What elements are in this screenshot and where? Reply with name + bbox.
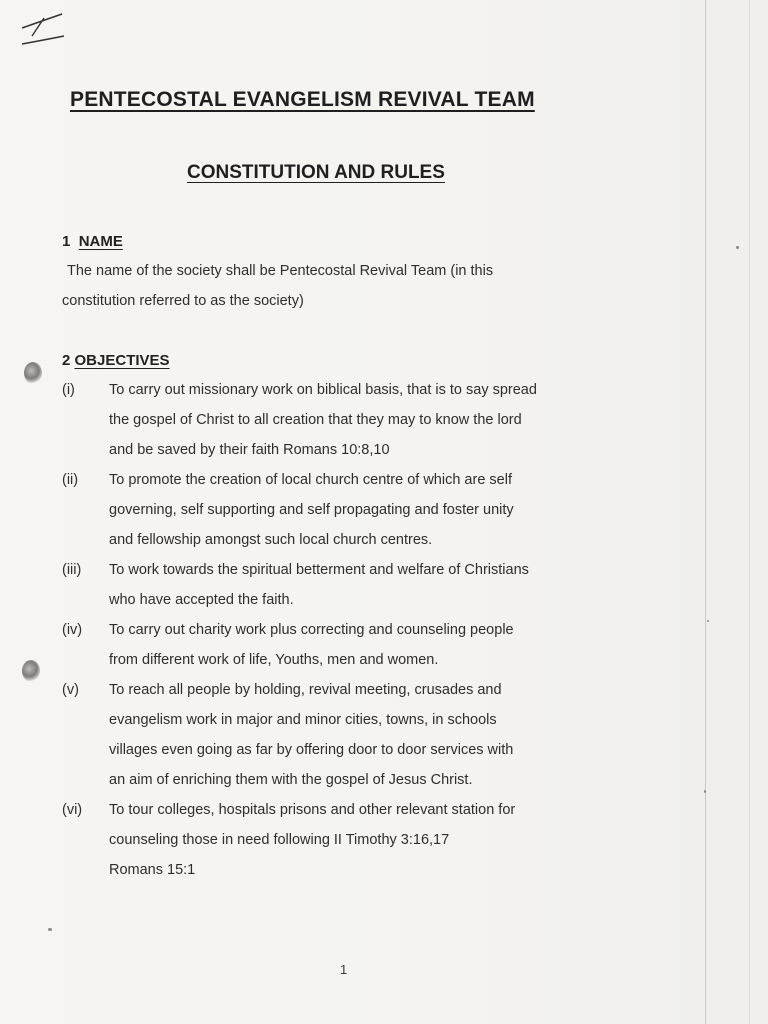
objective-number: (i) [62,382,75,398]
punch-hole-bottom [22,660,40,682]
section-name-title: NAME [78,233,123,250]
objective-line: from different work of life, Youths, men and women. [109,652,439,668]
objective-line: and fellowship amongst such local church centres. [109,532,433,548]
objective-line: the gospel of Christ to all creation that they may to know the lord [109,412,522,428]
objective-line: and be saved by their faith Romans 10:8,10 [109,442,390,458]
objective-line: counseling those in need following II Timothy 3:16,17 [109,832,450,848]
section-name-number: 1 [62,233,71,250]
objective-line: To promote the creation of local church centre of which are self [109,472,512,488]
objective-number: (ii) [62,472,79,488]
objective-line: To work towards the spiritual betterment and welfare of Christians [109,562,529,578]
page-number: 1 [340,962,348,977]
section-name-heading [62,233,123,250]
document-subtitle: CONSTITUTION AND RULES [187,162,445,183]
section-objectives-number: 2 [62,352,71,369]
objective-number: (v) [62,682,79,698]
objective-number: (iii) [62,562,82,578]
objective-number: (iv) [62,622,83,638]
objective-line: who have accepted the faith. [109,592,294,608]
objective-line: an aim of enriching them with the gospel of Jesus Christ. [109,772,473,788]
objective-line: To tour colleges, hospitals prisons and other relevant station for [109,802,516,818]
objective-line: To reach all people by holding, revival meeting, crusades and [109,682,502,698]
objective-line: To carry out charity work plus correcting and counseling people [109,622,514,638]
objective-line: evangelism work in major and minor cities, towns, in schools [109,712,497,728]
objective-line: villages even going as far by offering door to door services with [109,742,514,758]
punch-hole-top [24,362,42,384]
objective-line: governing, self supporting and self propagating and foster unity [109,502,514,518]
objective-line: To carry out missionary work on biblical basis, that is to say spread [109,382,537,398]
handwritten-mark [18,6,68,50]
section-name-line: The name of the society shall be Pentecostal Revival Team (in this [67,263,494,279]
section-objectives-title: OBJECTIVES [74,352,170,369]
document-title: PENTECOSTAL EVANGELISM REVIVAL TEAM [70,88,535,111]
page-edge [705,0,768,1024]
objective-line: Romans 15:1 [109,862,196,878]
objective-number: (vi) [62,802,83,818]
section-name-line: constitution referred to as the society) [62,293,304,309]
section-objectives-heading [62,352,170,369]
